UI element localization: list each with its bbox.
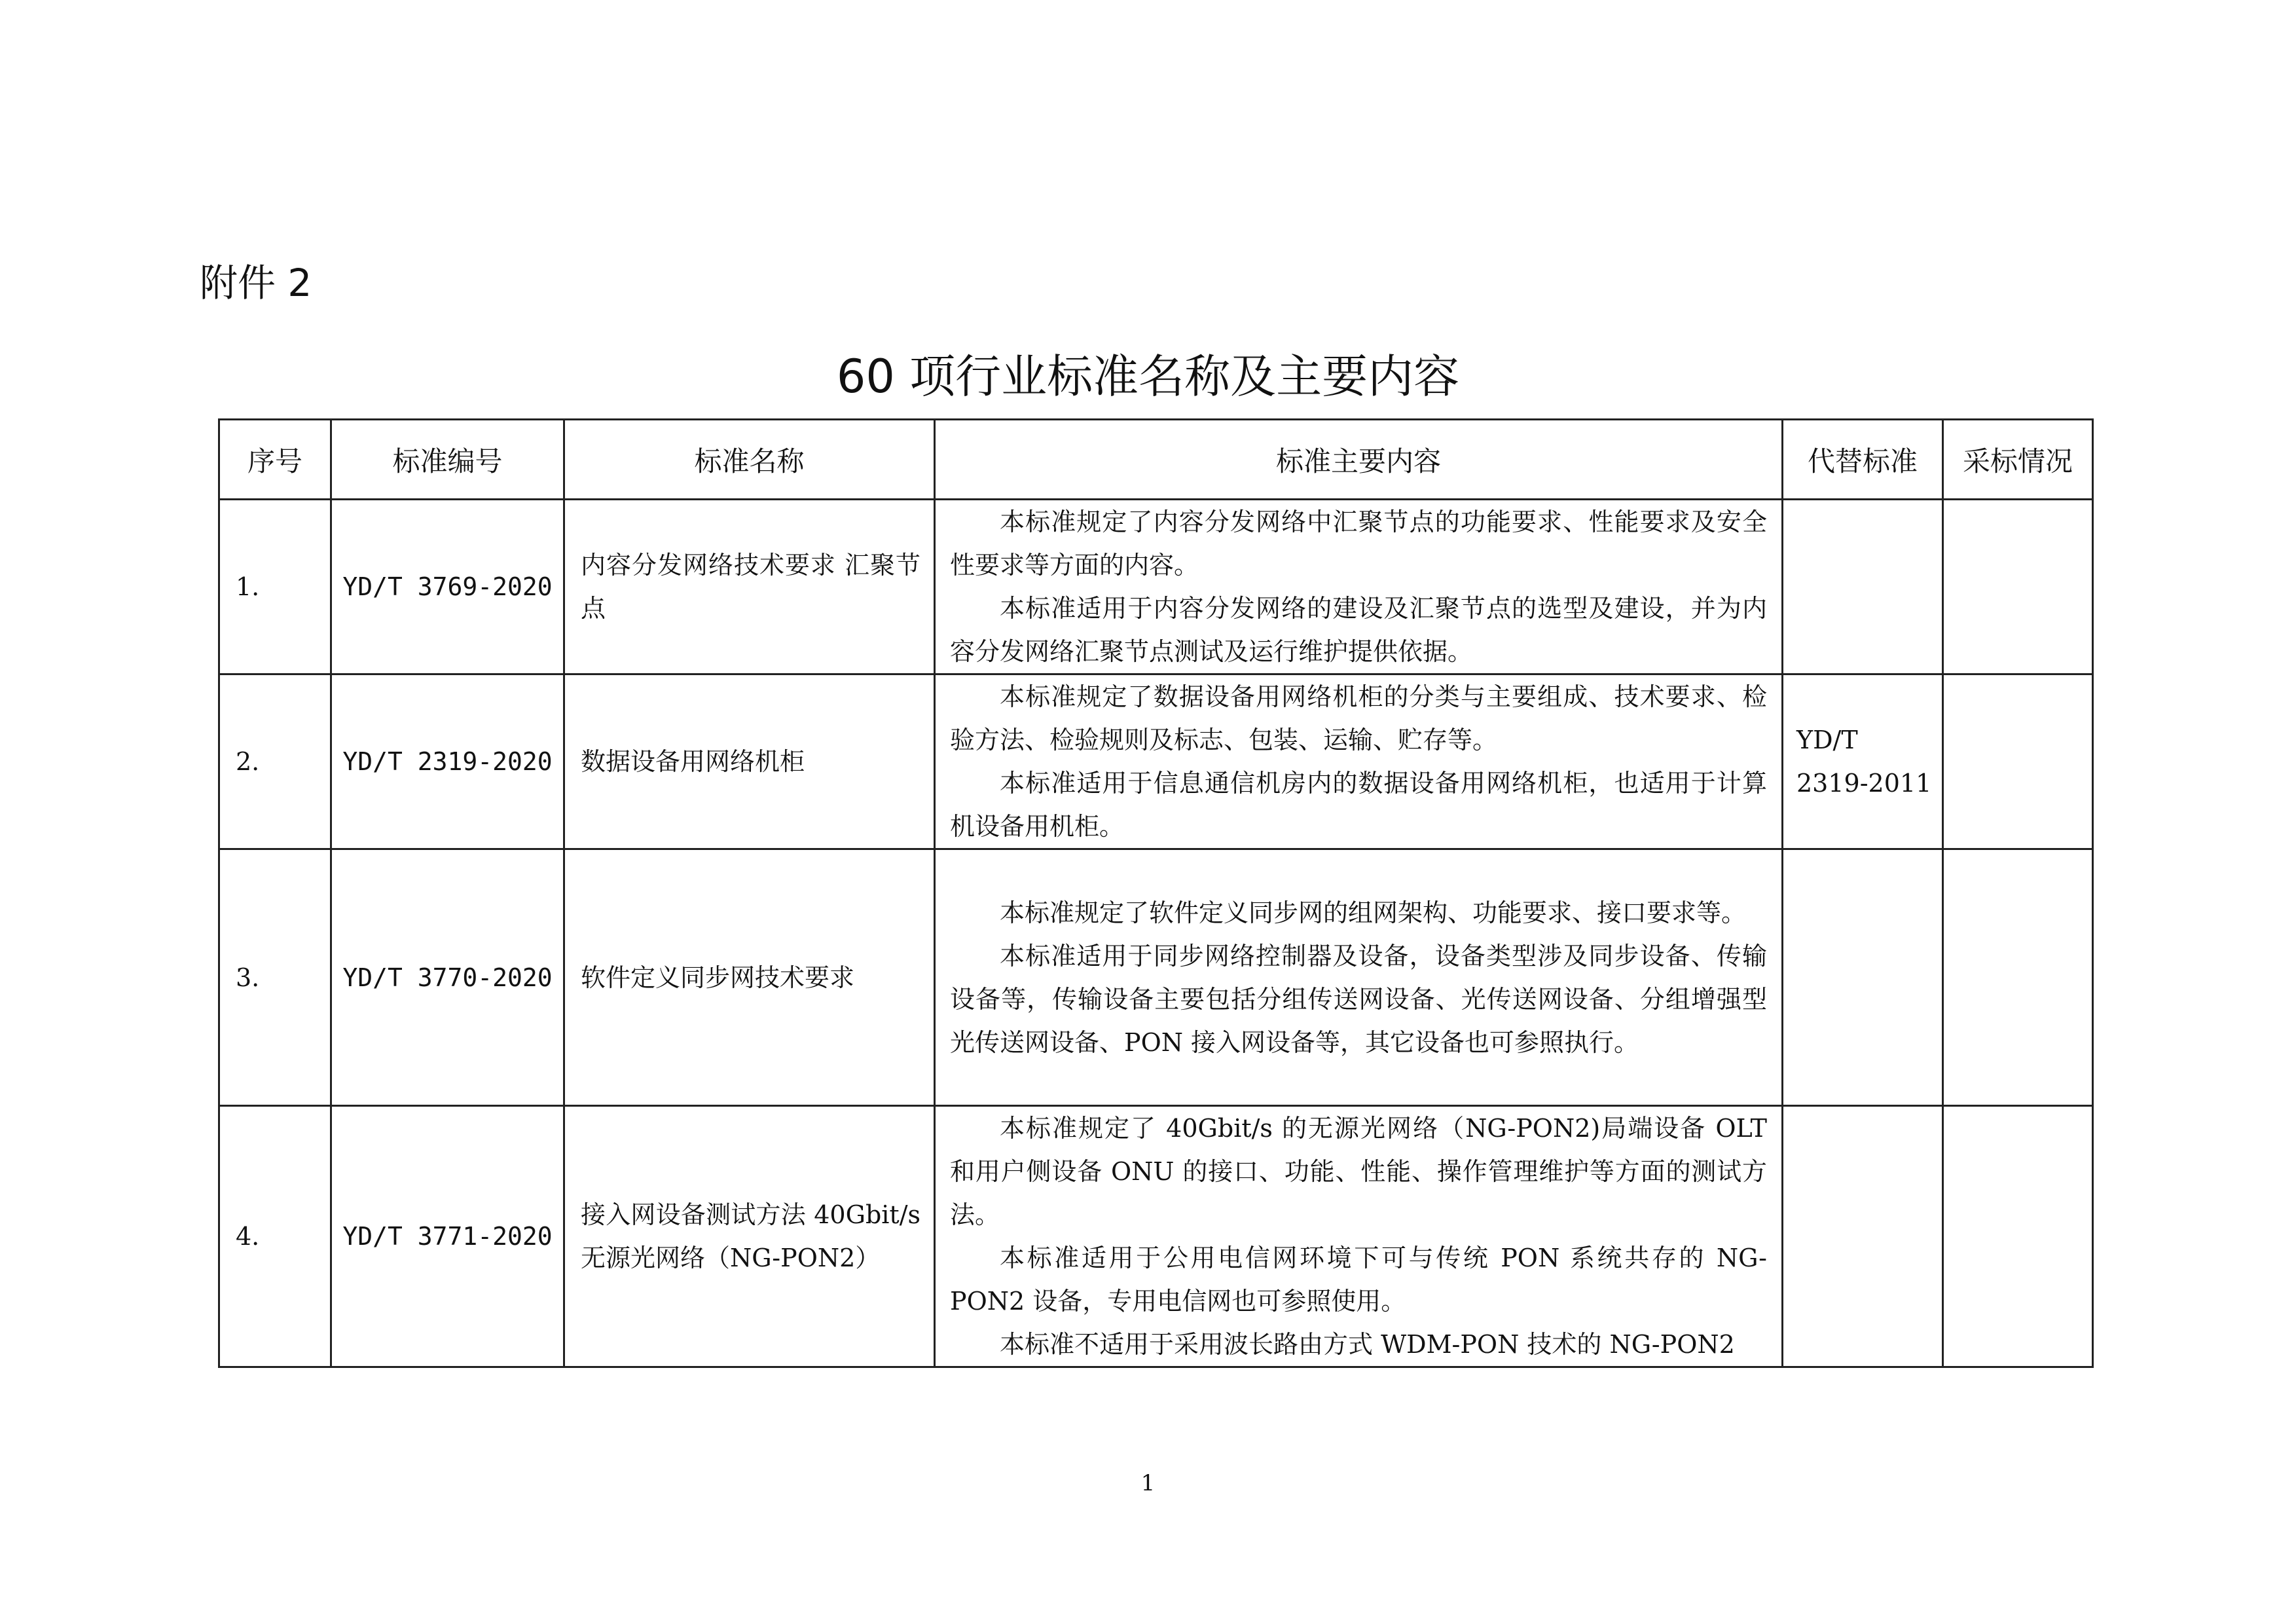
row-status xyxy=(1943,849,2093,1106)
row-replaces: YD/T 2319-2011 xyxy=(1783,674,1943,849)
content-paragraph: 本标准不适用于采用波长路由方式 WDM-PON 技术的 NG-PON2 xyxy=(1000,1330,1735,1359)
row-replaces xyxy=(1783,500,1943,674)
header-replaces: 代替标准 xyxy=(1783,420,1943,500)
content-paragraph: 本标准适用于公用电信网环境下可与传统 PON 系统共存的 NG-PON2 设备，专用电信网也可参照使用。 xyxy=(950,1244,1767,1316)
content-paragraph: 本标准适用于信息通信机房内的数据设备用网络机柜，也适用于计算机设备用机柜。 xyxy=(950,769,1767,841)
row-seq: 3. xyxy=(219,849,331,1106)
header-status: 采标情况 xyxy=(1943,420,2093,500)
row-name: 接入网设备测试方法 40Gbit/s 无源光网络（NG-PON2） xyxy=(564,1106,935,1367)
row-name: 数据设备用网络机柜 xyxy=(564,674,935,849)
row-replaces xyxy=(1783,849,1943,1106)
page-number: 1 xyxy=(1140,1470,1156,1496)
row-name: 内容分发网络技术要求 汇聚节点 xyxy=(564,500,935,674)
row-status xyxy=(1943,1106,2093,1367)
table-row xyxy=(219,1106,2093,1367)
standards-table xyxy=(218,418,2094,1368)
row-content xyxy=(935,849,1783,1106)
content-paragraph: 本标准规定了数据设备用网络机柜的分类与主要组成、技术要求、检验方法、检验规则及标志、包装、运输、贮存等。 xyxy=(950,682,1767,754)
row-seq: 4. xyxy=(219,1106,331,1367)
header-code: 标准编号 xyxy=(331,420,564,500)
row-seq: 1. xyxy=(219,500,331,674)
document-title: 60 项行业标准名称及主要内容 xyxy=(836,350,1460,403)
content-paragraph: 本标准适用于同步网络控制器及设备，设备类型涉及同步设备、传输设备等，传输设备主要包括分组传送网设备、光传送网设备、分组增强型光传送网设备、PON 接入网设备等，其它设备也可参照执行。 xyxy=(950,941,1767,1057)
header-content: 标准主要内容 xyxy=(935,420,1783,500)
row-content xyxy=(935,500,1783,674)
row-replaces xyxy=(1783,1106,1943,1367)
content-paragraph: 本标准规定了 40Gbit/s 的无源光网络（NG-PON2)局端设备 OLT 和用户侧设备 ONU 的接口、功能、性能、操作管理维护等方面的测试方法。 xyxy=(950,1114,1767,1229)
table-row xyxy=(219,849,2093,1106)
row-code: YD/T 2319-2020 xyxy=(331,674,564,849)
row-code: YD/T 3771-2020 xyxy=(331,1106,564,1367)
row-name: 软件定义同步网技术要求 xyxy=(564,849,935,1106)
row-status xyxy=(1943,500,2093,674)
table-header-row xyxy=(219,420,2093,500)
row-status xyxy=(1943,674,2093,849)
row-content xyxy=(935,674,1783,849)
content-paragraph: 本标准规定了软件定义同步网的组网架构、功能要求、接口要求等。 xyxy=(1000,898,1747,927)
row-code: YD/T 3769-2020 xyxy=(331,500,564,674)
attachment-label: 附件 2 xyxy=(200,261,312,305)
row-content xyxy=(935,1106,1783,1367)
header-seq: 序号 xyxy=(219,420,331,500)
header-name: 标准名称 xyxy=(564,420,935,500)
row-seq: 2. xyxy=(219,674,331,849)
table-row xyxy=(219,500,2093,674)
content-paragraph: 本标准规定了内容分发网络中汇聚节点的功能要求、性能要求及安全性要求等方面的内容。 xyxy=(950,507,1767,580)
table-row xyxy=(219,674,2093,849)
content-paragraph: 本标准适用于内容分发网络的建设及汇聚节点的选型及建设，并为内容分发网络汇聚节点测试及运行维护提供依据。 xyxy=(950,594,1767,666)
row-code: YD/T 3770-2020 xyxy=(331,849,564,1106)
